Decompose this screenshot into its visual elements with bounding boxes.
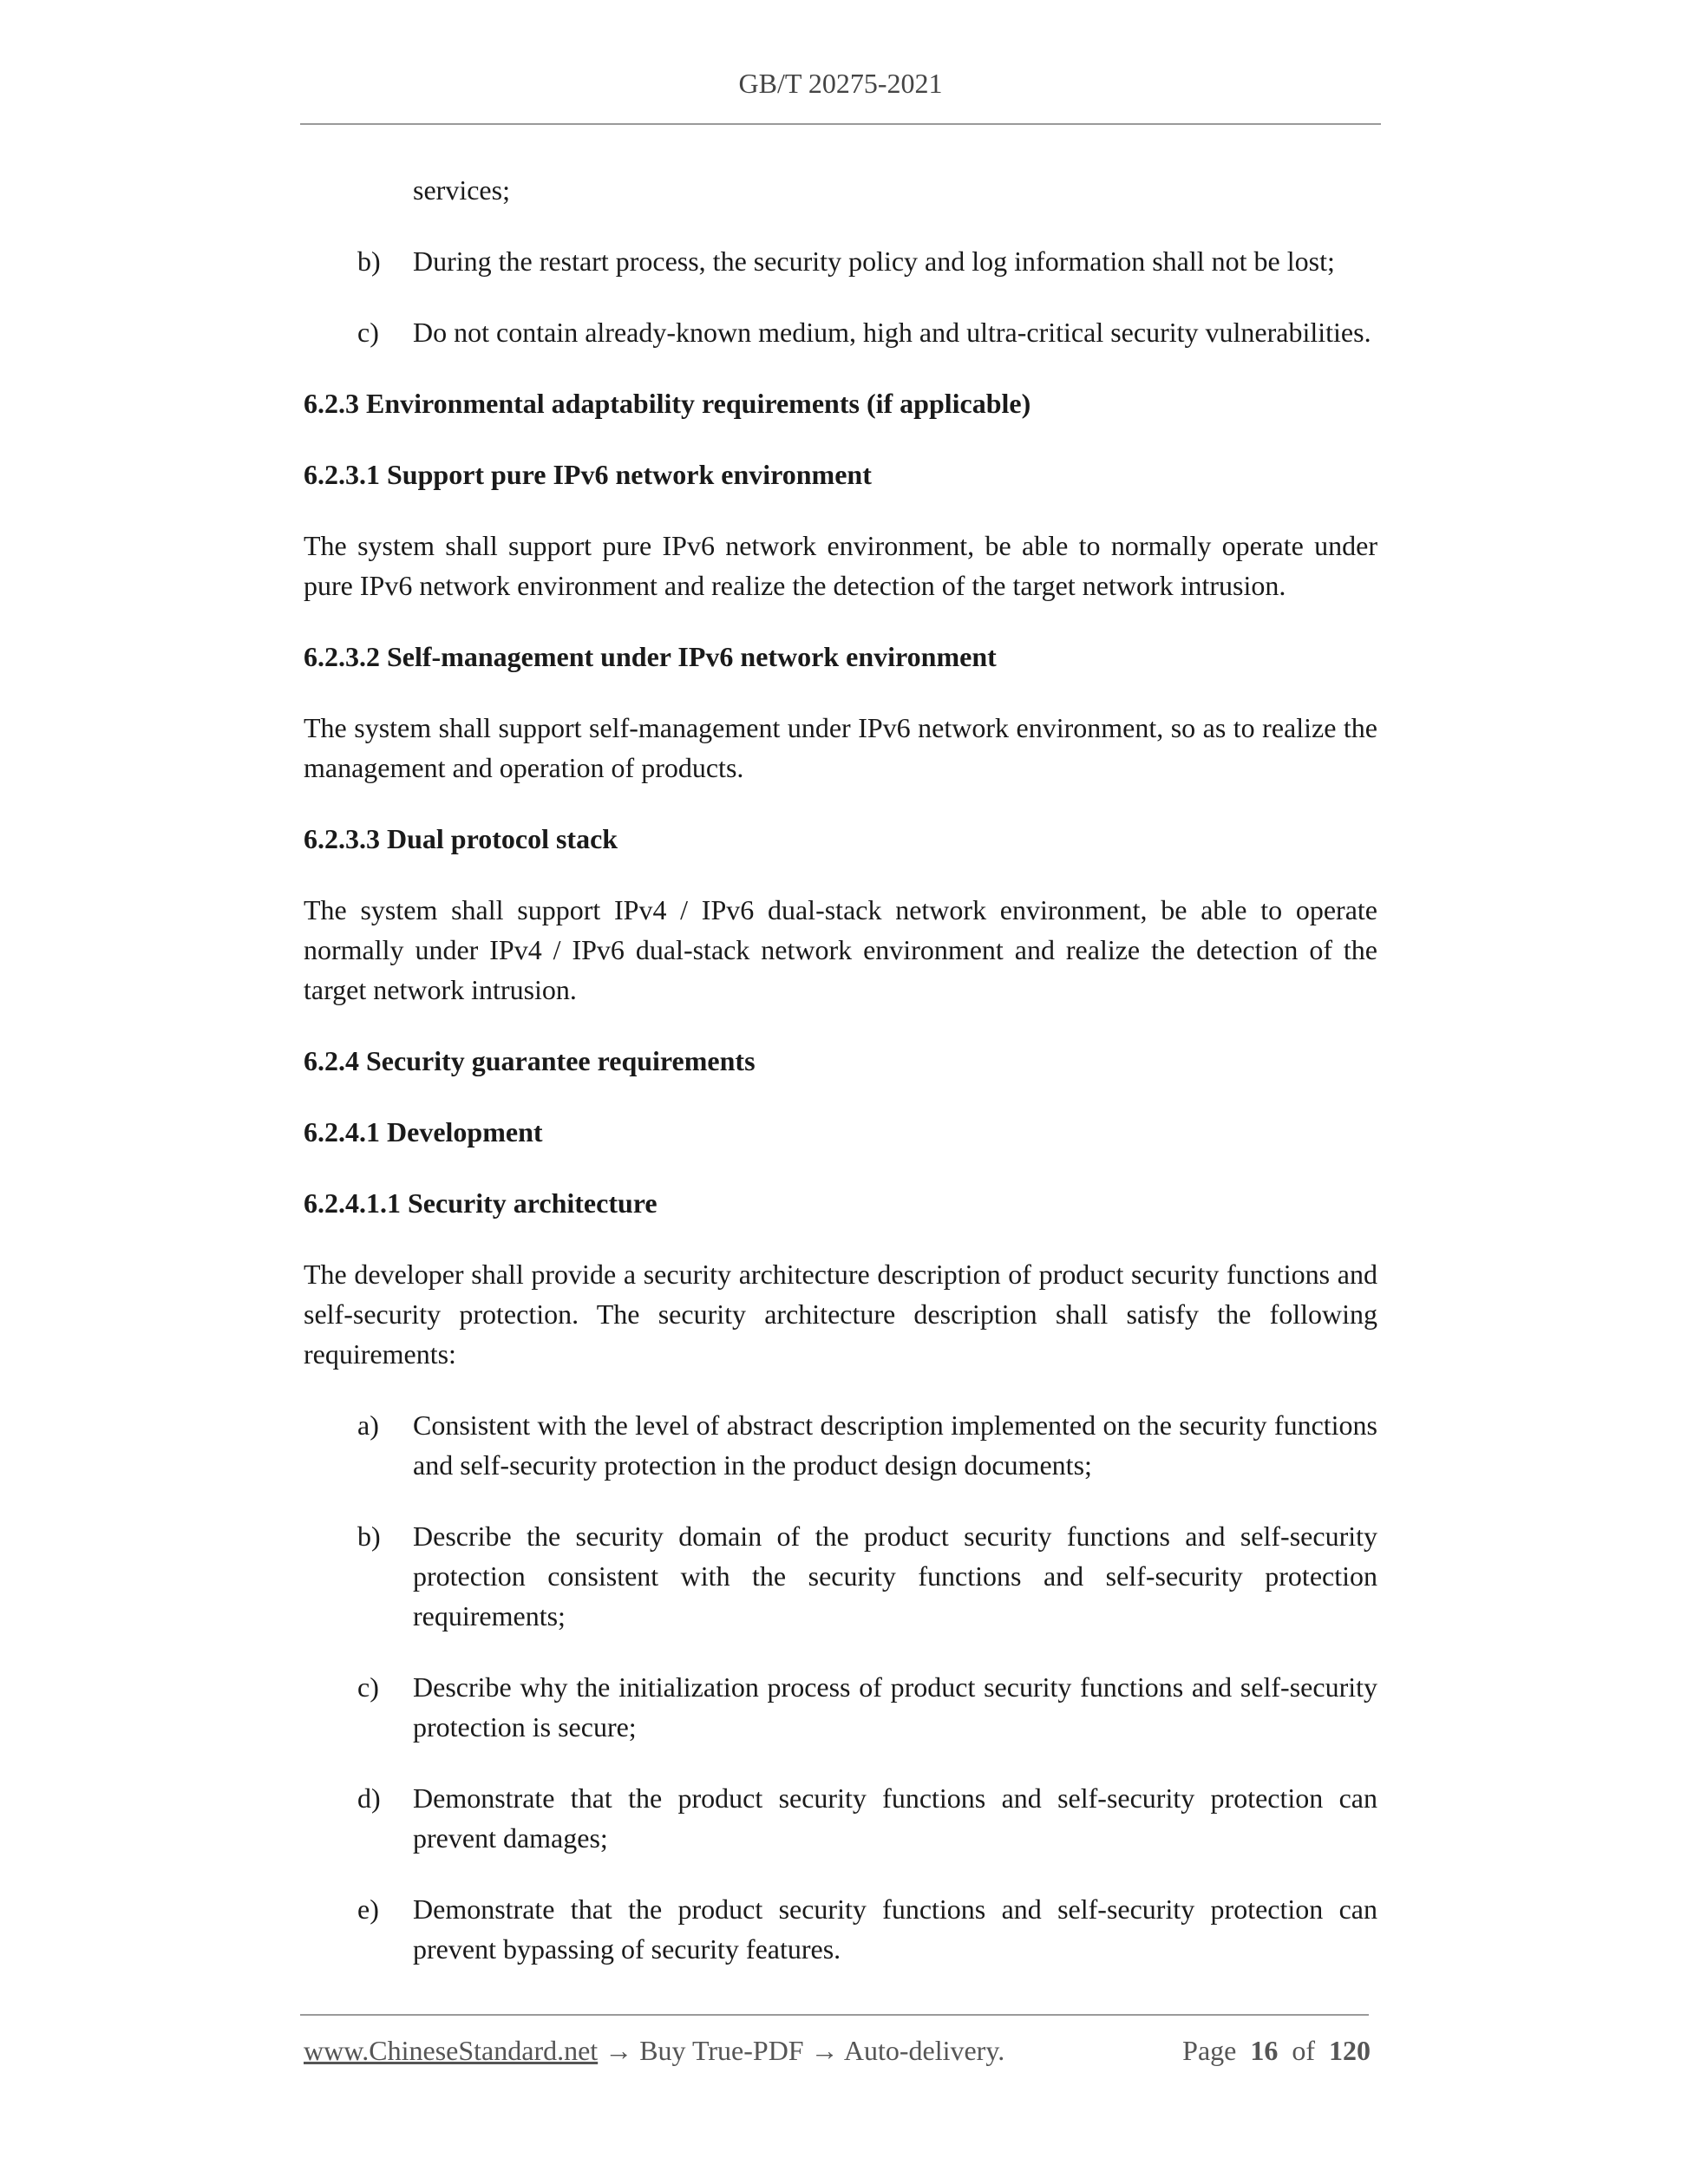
section-heading-6-2-4-1: 6.2.4.1 Development	[304, 1116, 543, 1148]
section-heading-6-2-3-3: 6.2.3.3 Dual protocol stack	[304, 823, 618, 854]
footer-divider	[300, 2014, 1369, 2016]
list-text: Do not contain already-known medium, high and ultra-critical security vulnerabilities.	[413, 317, 1371, 348]
section-heading-6-2-3: 6.2.3 Environmental adaptability requirements (if applicable)	[304, 388, 1031, 419]
footer-promo-text: → Buy True-PDF → Auto-delivery.	[598, 2035, 1005, 2066]
section-heading-6-2-3-1: 6.2.3.1 Support pure IPv6 network environment	[304, 459, 872, 490]
list-item	[304, 1405, 1377, 1485]
header-divider	[300, 123, 1381, 125]
list-text: Describe the security domain of the product security functions and self-security protection consistent with the security functions and self-security protection requirements;	[413, 1520, 1377, 1631]
total-pages: 120	[1329, 2035, 1371, 2066]
page-number	[1182, 2035, 1371, 2067]
page-word: Page	[1182, 2035, 1237, 2066]
paragraph: The system shall support self-management under IPv6 network environment, so as to realize the management and operation of products.	[304, 712, 1377, 783]
paragraph: The system shall support IPv4 / IPv6 dual-stack network environment, be able to operate normally under IPv4 / IPv6 dual-stack network environment and realize the detection of the target network intrusion.	[304, 894, 1377, 1005]
page-footer	[304, 2035, 1371, 2067]
list-item	[304, 241, 1377, 281]
list-text: Demonstrate that the product security functions and self-security protection can prevent bypassing of security features.	[413, 1893, 1377, 1965]
list-label: e)	[357, 1893, 379, 1925]
footer-promo	[304, 2035, 1004, 2067]
list-text: Consistent with the level of abstract description implemented on the security functions and self-security protection in the product design documents;	[413, 1409, 1377, 1481]
list-text: Demonstrate that the product security functions and self-security protection can prevent damages;	[413, 1782, 1377, 1854]
section-heading-6-2-4-1-1: 6.2.4.1.1 Security architecture	[304, 1187, 658, 1219]
page-header: GB/T 20275-2021	[738, 68, 943, 99]
section-heading-6-2-3-2: 6.2.3.2 Self-management under IPv6 network environment	[304, 641, 997, 672]
continuation-text: services;	[413, 174, 510, 206]
list-item	[304, 1667, 1377, 1747]
list-label: a)	[357, 1409, 379, 1441]
section-heading-6-2-4: 6.2.4 Security guarantee requirements	[304, 1045, 756, 1076]
list-item	[304, 312, 1377, 352]
list-text: Describe why the initialization process of product security functions and self-security protection is secure;	[413, 1671, 1377, 1743]
of-word: of	[1292, 2035, 1315, 2066]
list-label: b)	[357, 1520, 381, 1552]
list-item	[304, 1516, 1377, 1636]
paragraph: The system shall support pure IPv6 network environment, be able to normally operate under pure IPv6 network environment and realize the detection of the target network intrusion.	[304, 530, 1377, 601]
current-page: 16	[1250, 2035, 1279, 2066]
list-label: d)	[357, 1782, 381, 1814]
list-item	[304, 1889, 1377, 1969]
paragraph: The developer shall provide a security architecture description of product security functions and self-security protection. The security architecture description shall satisfy the following requirements:	[304, 1259, 1377, 1370]
chinesestandard-link[interactable]: www.ChineseStandard.net	[304, 2035, 599, 2066]
list-text: During the restart process, the security policy and log information shall not be lost;	[413, 245, 1335, 277]
list-label: c)	[357, 317, 379, 348]
list-item	[304, 1778, 1377, 1858]
list-label: c)	[357, 1671, 379, 1703]
page-content	[304, 170, 1377, 1969]
list-label: b)	[357, 245, 381, 277]
